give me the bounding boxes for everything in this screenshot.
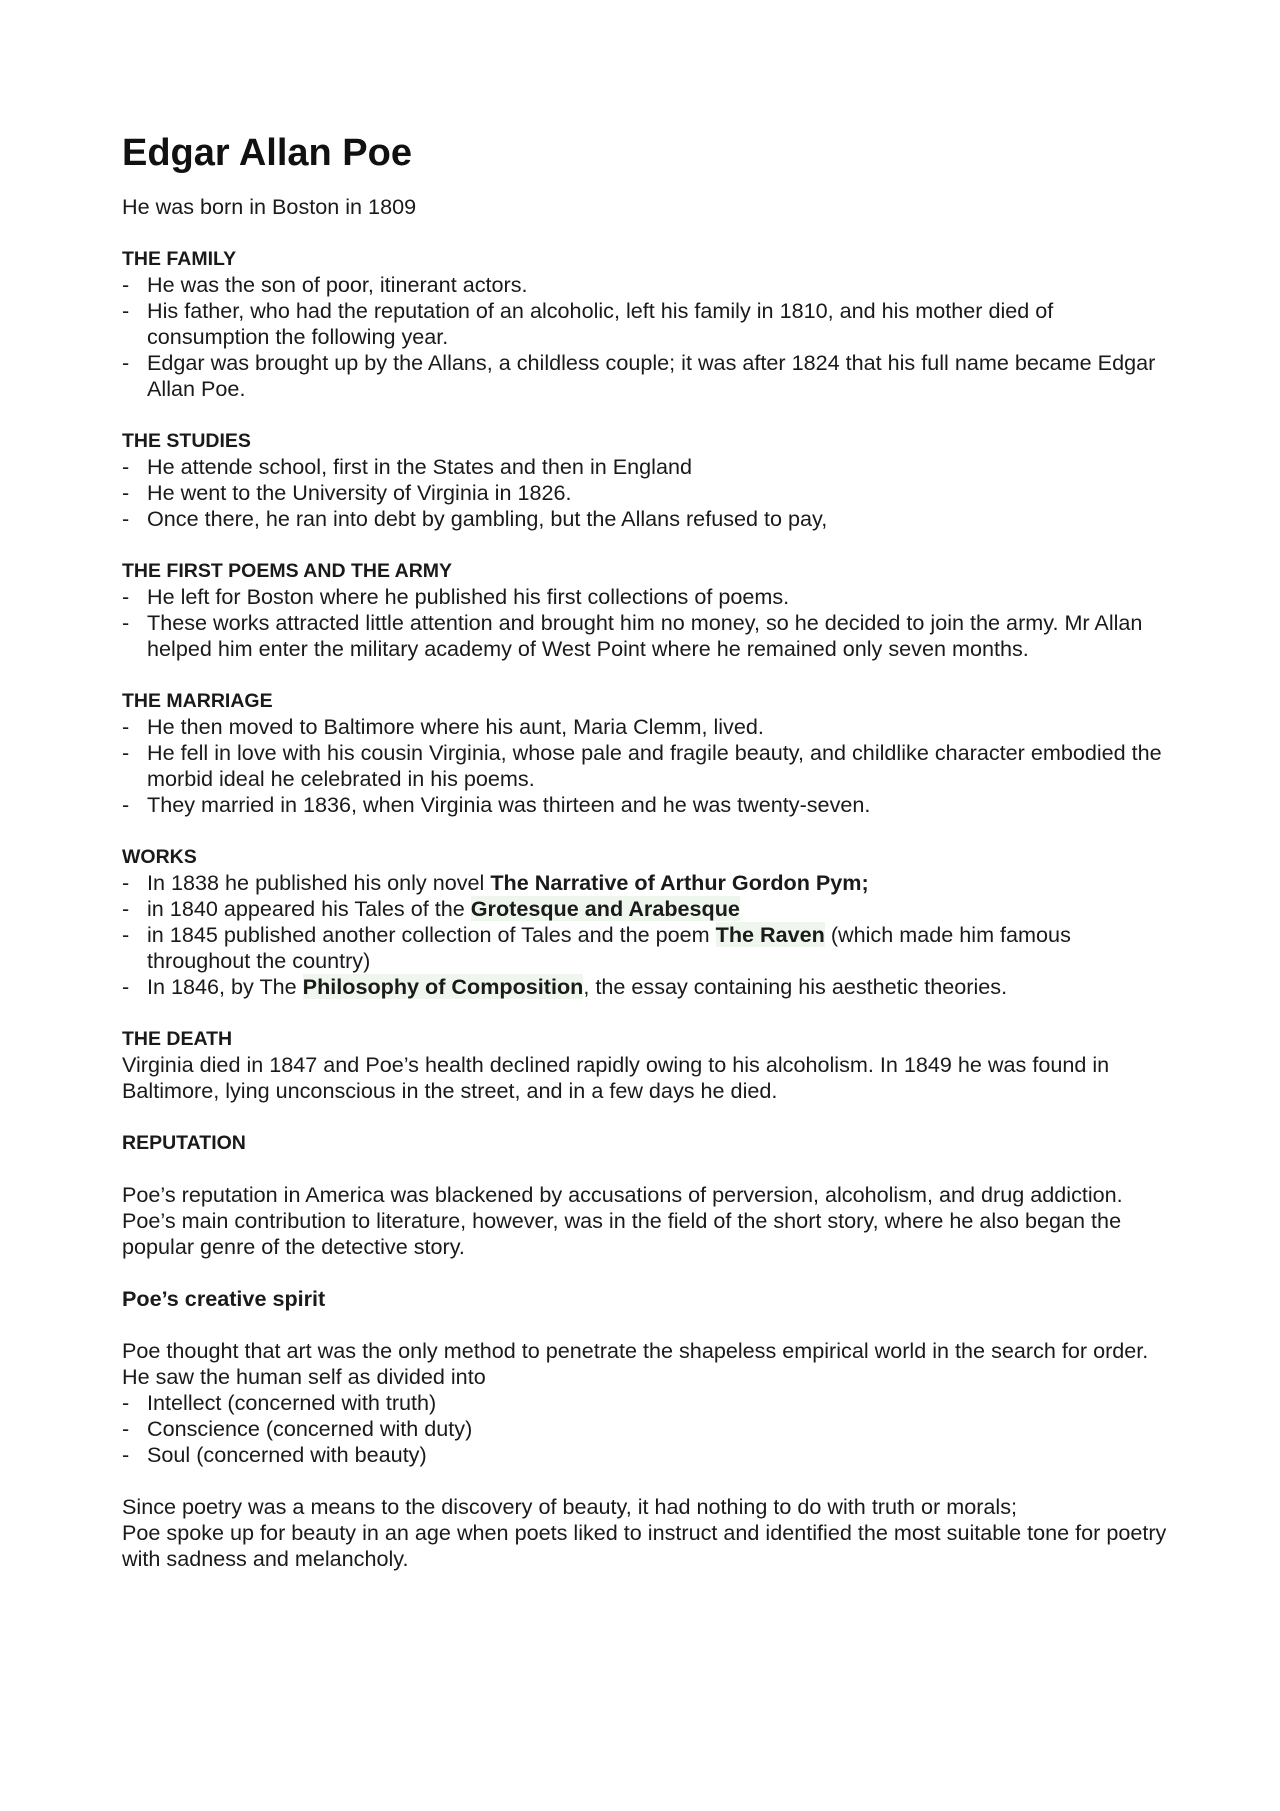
section-heading-marriage: THE MARRIAGE — [122, 690, 273, 712]
list-item: - He left for Boston where he published his first collections of poems. — [122, 584, 790, 609]
spacer — [122, 220, 1172, 246]
dash-bullet: - — [122, 740, 130, 765]
dash-bullet: - — [122, 272, 130, 297]
family-list — [122, 272, 1172, 402]
dash-bullet: - — [122, 1442, 130, 1467]
list-item: - He was the son of poor, itinerant actors. — [122, 272, 528, 297]
dash-bullet: - — [122, 350, 130, 375]
section-heading-creative: Poe’s creative spirit — [122, 1286, 326, 1311]
section-heading-family: THE FAMILY — [122, 248, 237, 270]
dash-bullet: - — [122, 298, 130, 323]
list-item: - Conscience (concerned with duty) — [122, 1416, 473, 1441]
creative-paragraph-2: He saw the human self as divided into — [122, 1364, 486, 1389]
dash-bullet: - — [122, 1390, 130, 1415]
section-heading-works: WORKS — [122, 846, 197, 868]
spacer — [122, 1156, 1172, 1182]
intro-text: He was born in Boston in 1809 — [122, 194, 417, 219]
reputation-paragraph-2: Poe’s main contribution to literature, however, was in the field of the short story, where he also began the popular genre of the detective story. — [122, 1208, 1122, 1259]
section-heading-studies: THE STUDIES — [122, 430, 251, 452]
list-item: - His father, who had the reputation of an alcoholic, left his family in 1810, and his mother died of consumption the following year. — [122, 298, 1054, 349]
list-item: - In 1846, by The Philosophy of Composition, the essay containing his aesthetic theories. — [122, 974, 1008, 999]
army-list — [122, 584, 1172, 662]
works-list — [122, 870, 1172, 1000]
work-title: Philosophy of Composition — [302, 974, 584, 999]
reputation-paragraph-1: Poe’s reputation in America was blackened by accusations of perversion, alcoholism, and drug addiction. — [122, 1182, 1123, 1207]
creative-paragraph-3: Since poetry was a means to the discovery of beauty, it had nothing to do with truth or morals; — [122, 1494, 1018, 1519]
spacer — [122, 402, 1172, 428]
list-item: - In 1838 he published his only novel The Narrative of Arthur Gordon Pym; — [122, 870, 869, 895]
spacer — [122, 1312, 1172, 1338]
spacer — [122, 1000, 1172, 1026]
page-title: Edgar Allan Poe — [122, 132, 412, 174]
list-item: - He then moved to Baltimore where his aunt, Maria Clemm, lived. — [122, 714, 764, 739]
spacer — [122, 1468, 1172, 1494]
dash-bullet: - — [122, 922, 130, 947]
self-division-list — [122, 1390, 1172, 1468]
list-item: - in 1840 appeared his Tales of the Grotesque and Arabesque — [122, 896, 740, 921]
document-page — [122, 120, 1172, 1572]
dash-bullet: - — [122, 714, 130, 739]
spacer — [122, 532, 1172, 558]
dash-bullet: - — [122, 584, 130, 609]
dash-bullet: - — [122, 896, 130, 921]
list-item: - They married in 1836, when Virginia was thirteen and he was twenty-seven. — [122, 792, 871, 817]
section-heading-death: THE DEATH — [122, 1028, 233, 1050]
death-text: Virginia died in 1847 and Poe’s health declined rapidly owing to his alcoholism. In 1849 he was found in Baltimore, lying unconscious in the street, and in a few days he died. — [122, 1052, 1110, 1103]
list-item: - Intellect (concerned with truth) — [122, 1390, 437, 1415]
marriage-list — [122, 714, 1172, 818]
creative-paragraph-4: Poe spoke up for beauty in an age when poets liked to instruct and identified the most suitable tone for poetry with sadness and melancholy. — [122, 1520, 1167, 1571]
dash-bullet: - — [122, 480, 130, 505]
list-item: - in 1845 published another collection of Tales and the poem The Raven (which made him famous throughout the country) — [122, 922, 1071, 973]
dash-bullet: - — [122, 974, 130, 999]
dash-bullet: - — [122, 506, 130, 531]
creative-paragraph-1: Poe thought that art was the only method to penetrate the shapeless empirical world in the search for order. — [122, 1338, 1149, 1363]
spacer — [122, 1104, 1172, 1130]
list-item: - Once there, he ran into debt by gambling, but the Allans refused to pay, — [122, 506, 828, 531]
list-item: - Soul (concerned with beauty) — [122, 1442, 427, 1467]
spacer — [122, 818, 1172, 844]
list-item: - These works attracted little attention and brought him no money, so he decided to join the army. Mr Allan helped him enter the military academy of West Point where he remained only seven months. — [122, 610, 1143, 661]
list-item: - He fell in love with his cousin Virginia, whose pale and fragile beauty, and childlike character embodied the morbid ideal he celebrated in his poems. — [122, 740, 1162, 791]
spacer — [122, 1260, 1172, 1286]
list-item: - Edgar was brought up by the Allans, a childless couple; it was after 1824 that his full name became Edgar Allan Poe. — [122, 350, 1156, 401]
work-title: The Narrative of Arthur Gordon Pym; — [490, 870, 869, 895]
work-title: Grotesque and Arabesque — [470, 896, 740, 921]
work-title: The Raven — [715, 922, 825, 947]
studies-list — [122, 454, 1172, 532]
list-item: - He went to the University of Virginia in 1826. — [122, 480, 572, 505]
section-heading-reputation: REPUTATION — [122, 1132, 246, 1154]
spacer — [122, 662, 1172, 688]
dash-bullet: - — [122, 792, 130, 817]
dash-bullet: - — [122, 610, 130, 635]
dash-bullet: - — [122, 1416, 130, 1441]
section-heading-army: THE FIRST POEMS AND THE ARMY — [122, 560, 453, 582]
list-item: - He attende school, first in the States and then in England — [122, 454, 692, 479]
dash-bullet: - — [122, 454, 130, 479]
dash-bullet: - — [122, 870, 130, 895]
